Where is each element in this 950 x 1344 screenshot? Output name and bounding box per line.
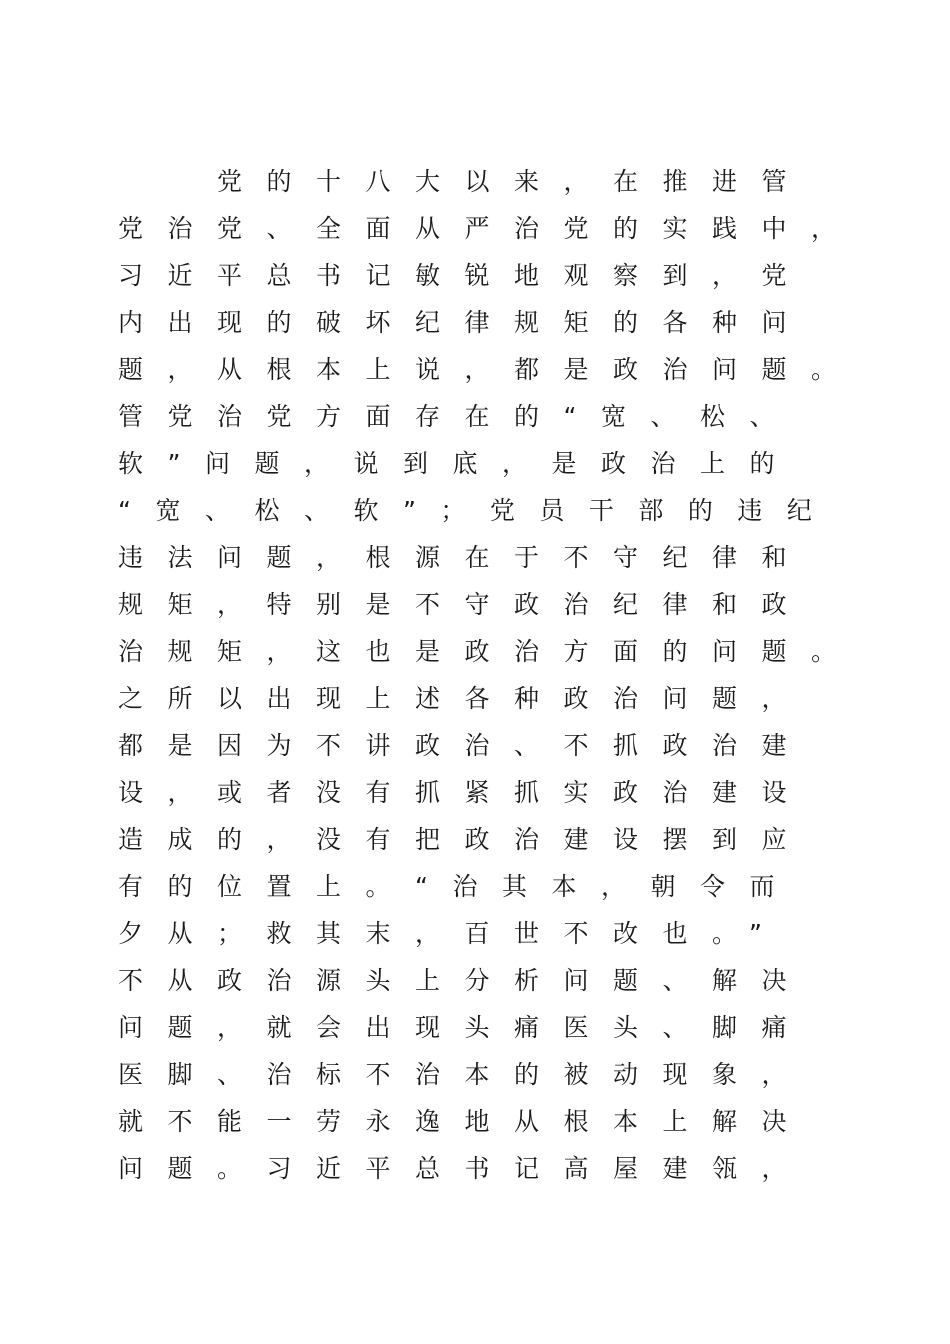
text-line: 管党治党方面存在的“宽、松、 xyxy=(118,402,799,431)
text-line: 之所以出现上述各种政治问题， xyxy=(118,684,812,713)
text-line: 党的十八大以来，在推进管 xyxy=(118,167,812,196)
text-line: 有的位置上。“治其本，朝令而 xyxy=(118,872,799,901)
text-line: 治规矩，这也是政治方面的问题。 xyxy=(118,637,861,666)
text-line: 违法问题，根源在于不守纪律和 xyxy=(118,543,812,572)
text-line: 都是因为不讲政治、不抓政治建 xyxy=(118,731,812,760)
text-line: 就不能一劳永逸地从根本上解决 xyxy=(118,1107,812,1136)
text-line: 问题，就会出现头痛医头、脚痛 xyxy=(118,1013,812,1042)
text-line: 内出现的破坏纪律规矩的各种问 xyxy=(118,308,812,337)
text-line: 医脚、治标不治本的被动现象， xyxy=(118,1060,812,1089)
text-line: 规矩，特别是不守政治纪律和政 xyxy=(118,590,812,619)
text-line: 设，或者没有抓紧抓实政治建设 xyxy=(118,778,812,807)
text-line: 党治党、全面从严治党的实践中， xyxy=(118,214,861,243)
text-line: 习近平总书记敏锐地观察到，党 xyxy=(118,261,812,290)
text-line: 软”问题，说到底，是政治上的 xyxy=(118,449,799,478)
text-line: 不从政治源头上分析问题、解决 xyxy=(118,966,812,995)
text-line: 题，从根本上说，都是政治问题。 xyxy=(118,355,861,384)
text-line: 造成的，没有把政治建设摆到应 xyxy=(118,825,812,854)
text-line: 夕从；救其末，百世不改也。” xyxy=(118,919,787,948)
text-line: “宽、松、软”；党员干部的违纪 xyxy=(118,496,837,525)
text-line: 问题。习近平总书记高屋建瓴， xyxy=(118,1154,812,1183)
